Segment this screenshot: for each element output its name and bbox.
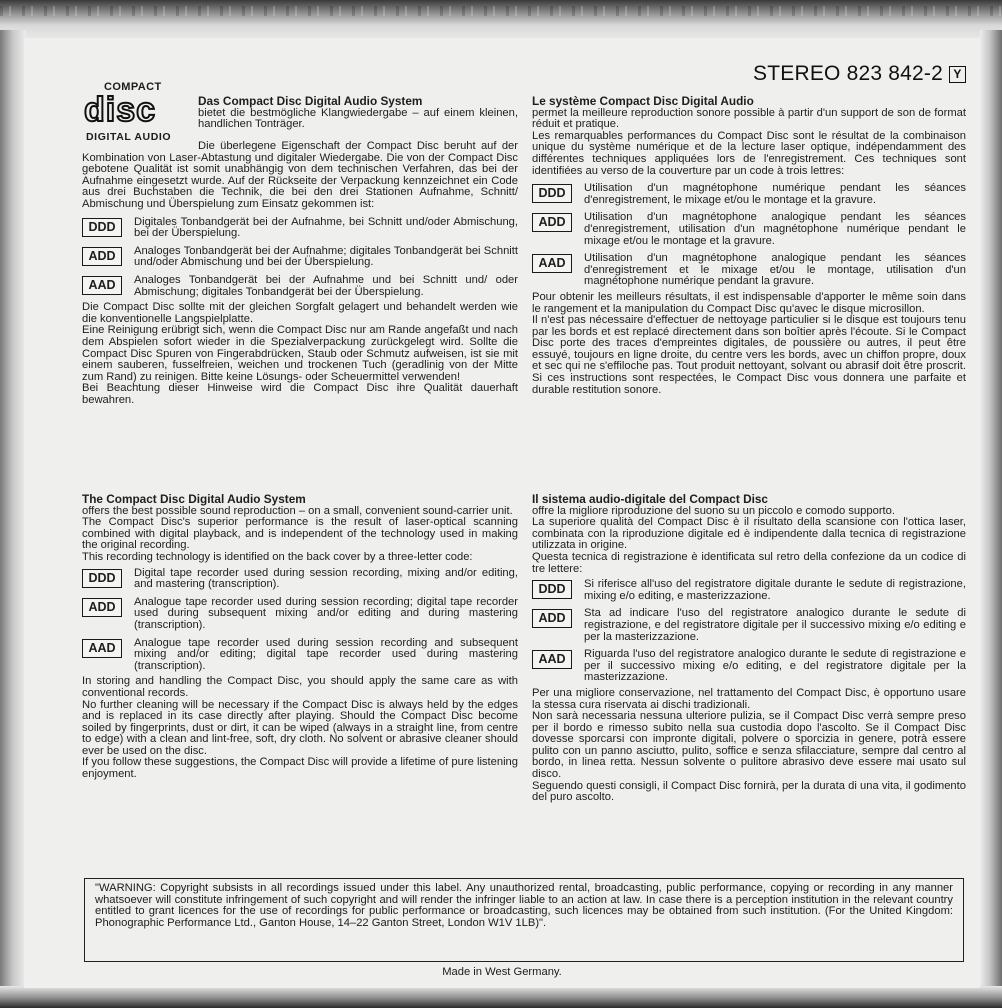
italian-heading: Il sistema audio-digitale del Compact Disc (532, 492, 768, 506)
german-heading: Das Compact Disc Digital Audio System (198, 94, 423, 108)
french-paragraph: Les remarquables performances du Compact Disc sont le résultat de la combinaison unique du système numérique et de la lecture laser optique, indépendamment des différentes techniques appliquées lors de l'enregistrement. Ces techniques sont identifiées au verso de la couverture par un code à trois lettres: (532, 129, 966, 177)
italian-paragraph: Non sarà necessaria nessuna ulteriore pulizia, se il Compact Disc verrà sempre preso per il bordo e rimesso subito nella sua custodia dopo l'ascolto. Se il Compact Disc dovesse sporcarsi con impronte digitali, polvere o sporcizia in genere, potrà essere pulito con un panno asciutto, pulito, soffice e senza sfilacciature, sempre dal centro al bordo, in linea retta. Nessun solvente o pulitore abrasivo deve essere mai usato sul disco. (532, 710, 966, 781)
german-paragraph: Eine Reinigung erübrigt sich, wenn die Compact Disc nur am Rande angefaßt und nach dem Abspielen sofort wieder in die Spezialverpackung zurückgelegt wird. Sollte die Compact Disc Spuren von Fingerabdrücken, Staub oder Schmutz aufweisen, ist sie mit einem sauberen, fusselfreien, weichen und trockenen Tuch (geradlinig von der Mitte zum Rand) zu reinigen. Bitte keine Lösungs- oder Scheuermittel verwenden! (82, 324, 518, 383)
german-paragraph: Die Compact Disc sollte mit der gleichen Sorgfalt gelagert und behandelt werden wie die konventionelle Langspielplatte. (82, 301, 518, 325)
english-code-aad (82, 638, 518, 673)
italian-code-aad (532, 649, 966, 684)
german-paragraph: Bei Beachtung dieser Hinweise wird die Compact Disc ihre Qualität dauerhaft bewahren. (82, 382, 518, 406)
english-paragraph: offers the best possible sound reproduction – on a small, convenient sound-carrier unit. (82, 504, 513, 517)
code-description: Si riferisce all'uso del registratore digitale durante le sedute di registrazione, mixing e/o editing, e masterizzazione. (584, 578, 966, 602)
code-description: Digitales Tonbandgerät bei der Aufnahme, bei Schnitt und/oder Abmischung, bei der Überspielung. (134, 215, 518, 240)
catalog-number (753, 62, 966, 86)
scan-edge-top (0, 0, 1002, 42)
english-code-add (82, 597, 518, 632)
code-badge: DDD (532, 580, 572, 599)
german-intro (198, 96, 518, 131)
italian-paragraph: Per una migliore conservazione, nel trattamento del Compact Disc, è opportuno usare la stessa cura riservata ai dischi tradizionali. (532, 686, 966, 711)
code-description: Utilisation d'un magnétophone numérique pendant les séances d'enregistrement, le mixage et/ou le montage et la gravure. (584, 182, 966, 206)
french-section (532, 96, 966, 396)
logo-digital-audio-label: DIGITAL AUDIO (86, 131, 172, 143)
copyright-warning-box: "WARNING: Copyright subsists in all recordings issued under this label. Any unauthorized rental, broadcasting, public performance, copying or recording in any manner whatsoever will constitute infringement of such copyright and will render the infringer liable to an action at law. In case there is a perception institution in the relevant country entitled to grant licences for the use of recordings for public performance or broadcasting, such licences may be obtained from such institution. (For the United Kingdom: Phonographic Performance Ltd., Ganton House, 14–22 Ganton Street, London W1V 1LB)". (84, 878, 964, 962)
code-badge: AAD (82, 276, 122, 295)
german-code-aad (82, 275, 518, 298)
italian-paragraph: Questa tecnica di registrazione è identificata sul retro della confezione da un codice di tre lettere: (532, 550, 966, 575)
italian-code-add (532, 608, 966, 643)
french-paragraph: permet la meilleure reproduction sonore possible à partir d'un support de son de format réduit et pratique. (532, 106, 966, 131)
made-in-label: Made in West Germany. (442, 966, 562, 978)
logo-compact-label: COMPACT (104, 81, 162, 93)
italian-paragraph: Seguendo questi consigli, il Compact Disc fornirà, per la durata di una vita, il godimento del puro ascolto. (532, 779, 966, 804)
code-description: Analogue tape recorder used during session recording; digital tape recorder used during subsequent mixing and/or editing and during mastering (transcription). (134, 595, 518, 631)
english-section (82, 494, 518, 781)
french-code-ddd (532, 183, 966, 206)
french-paragraph: Pour obtenir les meilleurs résultats, il est indispensable d'apporter le même soin dans le rangement et la manipulation du Compact Disc qu'avec le disque microsillon. (532, 290, 966, 315)
french-code-aad (532, 253, 966, 288)
code-badge: AAD (82, 639, 122, 658)
english-code-ddd (82, 568, 518, 591)
code-description: Analogue tape recorder used during session recording and subsequent mixing and/or editing; digital tape recorder used during mastering (transcription). (134, 636, 518, 672)
catalog-badge: Y (949, 66, 966, 83)
english-paragraph: The Compact Disc's superior performance is the result of laser-optical scanning combined with digital playback, and is independent of the technology used in making the original recording. (82, 516, 518, 552)
code-badge: ADD (532, 609, 572, 628)
german-paragraph: Die überlegene Eigenschaft der Compact Disc beruht auf der Kombination von Laser-Abtastung und digitaler Wiedergabe. Die von der Compact Disc gebotene Qualität ist somit unabhängig von dem technischen Verfahren, das bei der Aufnahme eingesetzt wurde. Auf der Rückseite der Verpackung kennzeichnet ein Code aus drei Buchstaben die Technik, die bei den drei Stationen Aufnahme, Schnitt/ Abmischung und Überspielung zum Einsatz gekommen ist: (82, 140, 518, 210)
code-description: Utilisation d'un magnétophone analogique pendant les séances d'enregistrement et le mixage et/ou le montage, utilisation d'un magnétophone numérique pendant la gravure. (584, 252, 966, 288)
english-paragraph: In storing and handling the Compact Disc, you should apply the same care as with conventional records. (82, 675, 518, 699)
code-badge: AAD (532, 650, 572, 669)
french-paragraph: Il n'est pas nécessaire d'effectuer de nettoyage particulier si le disque est toujours tenu par les bords et est replacé directement dans son boîtier après l'écoute. Si le Compact Disc porte des traces d'empreintes digitales, de poussière ou autres, il peut être essuyé, toujours en ligne droite, du centre vers les bords, avec un chiffon propre, doux et sec qui ne s'effiloche pas. Tout produit nettoyant, solvant ou abrasif doit être proscrit. Si ces instructions sont respectées, le Compact Disc vous donnera une parfaite et durable restitution sonore. (532, 314, 966, 396)
german-code-add (82, 246, 518, 269)
code-description: Analoges Tonbandgerät bei der Aufnahme und bei Schnitt und/ oder Abmischung; digitales Tonbandgerät bei der Überspielung. (134, 273, 518, 298)
italian-paragraph: offre la migliore riproduzione del suono su un piccolo e comodo supporto. (532, 504, 895, 517)
code-badge: ADD (82, 598, 122, 617)
english-paragraph: This recording technology is identified on the back cover by a three-letter code: (82, 550, 473, 563)
scan-edge-left (0, 30, 26, 990)
booklet-page (24, 38, 980, 988)
code-badge: DDD (82, 218, 122, 237)
code-badge: DDD (82, 569, 122, 588)
compact-disc-logo (84, 81, 184, 141)
italian-code-ddd (532, 579, 966, 602)
code-description: Riguarda l'uso del registratore analogico durante le sedute di registrazione e per il successivo mixing e/o editing, e del registratore digitale per la masterizzazione. (584, 648, 966, 684)
french-code-add (532, 212, 966, 247)
italian-paragraph: La superiore qualità del Compact Disc è il risultato della scansione con l'ottica laser, combinata con la riproduzione digitale ed è indipendente dalla tecnica di registrazione utilizzata in origine. (532, 516, 966, 552)
code-badge: ADD (82, 247, 122, 266)
german-body (82, 141, 518, 406)
code-badge: AAD (532, 254, 572, 273)
italian-section (532, 494, 966, 804)
scan-edge-right (980, 30, 1002, 990)
french-heading: Le système Compact Disc Digital Audio (532, 94, 754, 108)
catalog-text: STEREO 823 842-2 (753, 62, 943, 85)
code-badge: DDD (532, 184, 572, 203)
english-paragraph: No further cleaning will be necessary if the Compact Disc is always held by the edges and is replaced in its case directly after playing. Should the Compact Disc become soiled by fingerprints, dust or dirt, it can be wiped (always in a straight line, from centre to edge) with a clean and lint-free, soft, dry cloth. No solvent or abrasive cleaner should ever be used on the disc. (82, 698, 518, 757)
code-badge: ADD (532, 213, 572, 232)
english-heading: The Compact Disc Digital Audio System (82, 492, 306, 506)
scan-edge-bottom (0, 986, 1002, 1008)
code-description: Analoges Tonbandgerät bei der Aufnahme; digitales Tonbandgerät bei Schnitt und/oder Abmischung und bei der Überspielung. (134, 244, 518, 269)
german-code-ddd (82, 217, 518, 240)
code-description: Digital tape recorder used during session recording, mixing and/or editing, and mastering (transcription). (134, 566, 518, 591)
english-paragraph: If you follow these suggestions, the Compact Disc will provide a lifetime of pure listening enjoyment. (82, 756, 518, 781)
logo-disc-word: disc (84, 91, 157, 129)
code-description: Utilisation d'un magnétophone analogique pendant les séances d'enregistrement, utilisation d'un magnétophone numérique pendant le mixage et/ou le montage et la gravure. (584, 211, 966, 247)
code-description: Sta ad indicare l'uso del registratore analogico durante le sedute di registrazione, e del registratore digitale per il successivo mixing e/o editing e per la masterizzazione. (584, 607, 966, 643)
german-intro-text: bietet die bestmögliche Klangwiedergabe – auf einem kleinen, handlichen Tonträger. (198, 106, 518, 131)
